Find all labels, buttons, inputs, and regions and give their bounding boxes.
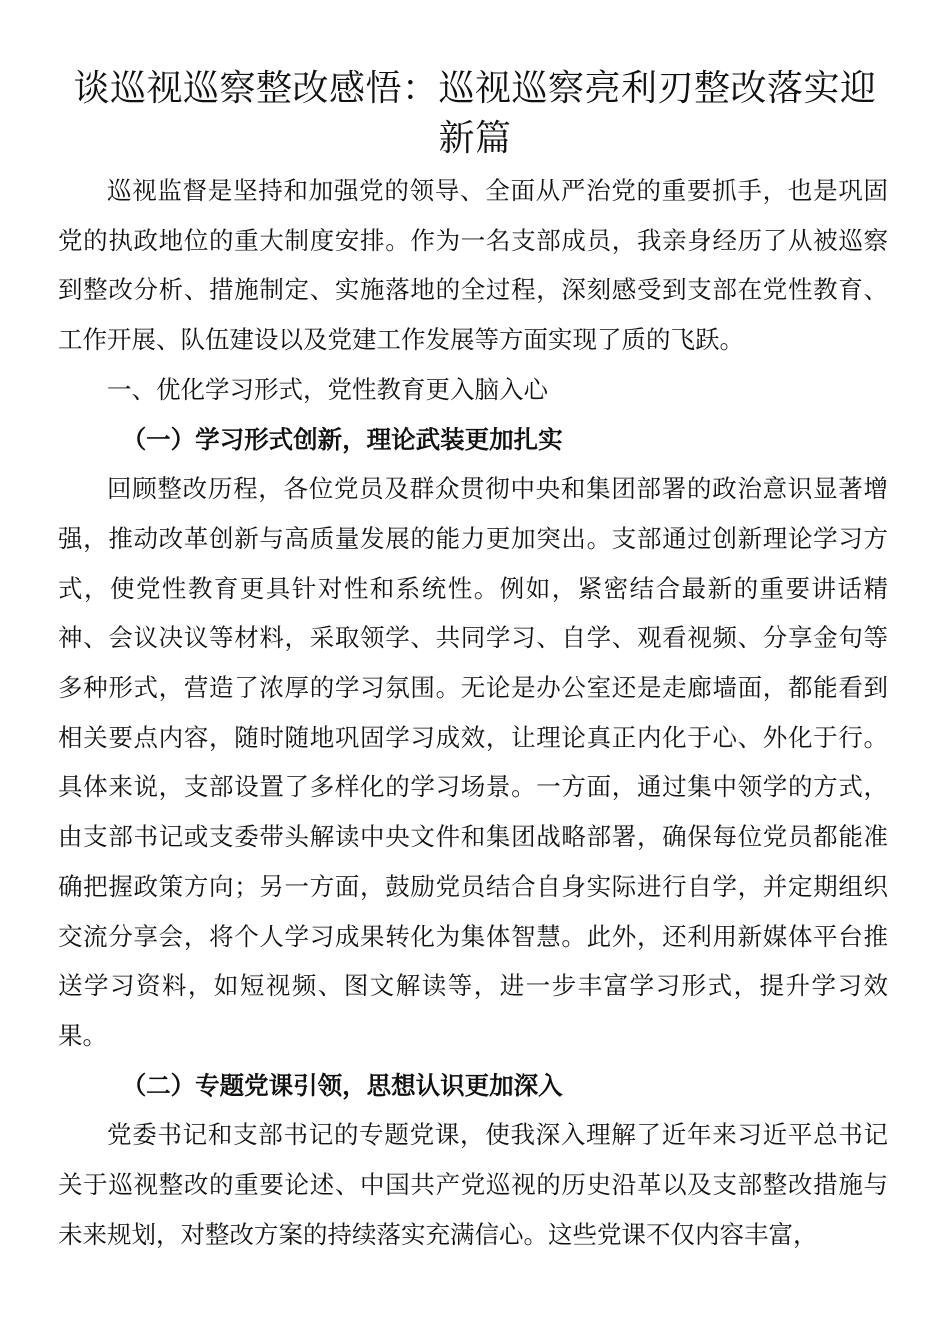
document-title: 谈巡视巡察整改感悟：巡视巡察亮利刃整改落实迎新篇 [73, 68, 877, 159]
section-heading-1: 一、优化学习形式，党性教育更入脑入心 [107, 374, 548, 404]
subsection-heading-1: （一）学习形式创新，理论武装更加扎实 [121, 424, 563, 454]
intro-paragraph: 巡视监督是坚持和加强党的领导、全面从严治党的重要抓手，也是巩固党的执政地位的重大制度安排。作为一名支部成员，我亲身经历了从被巡察到整改分析、措施制定、实施落地的全过程，深刻感受到支部在党性教育、工作开展、队伍建设以及党建工作发展等方面实现了质的飞跃。 [58, 176, 888, 355]
subsection-1-paragraph: 回顾整改历程，各位党员及群众贯彻中央和集团部署的政治意识显著增强，推动改革创新与高质量发展的能力更加突出。支部通过创新理论学习方式，使党性教育更具针对性和系统性。例如，紧密结合最新的重要讲话精神、会议决议等材料，采取领学、共同学习、自学、观看视频、分享金句等多种形式，营造了浓厚的学习氛围。无论是办公室还是走廊墙面，都能看到相关要点内容，随时随地巩固学习成效，让理论真正内化于心、外化于行。具体来说，支部设置了多样化的学习场景。一方面，通过集中领学的方式，由支部书记或支委带头解读中央文件和集团战略部署，确保每位党员都能准确把握政策方向；另一方面，鼓励党员结合自身实际进行自学，并定期组织交流分享会，将个人学习成果转化为集体智慧。此外，还利用新媒体平台推送学习资料，如短视频、图文解读等，进一步丰富学习形式，提升学习效果。 [58, 474, 888, 1050]
subsection-2-paragraph: 党委书记和支部书记的专题党课，使我深入理解了近年来习近平总书记关于巡视整改的重要论述、中国共产党巡视的历史沿革以及支部整改措施与未来规划，对整改方案的持续落实充满信心。这些党课不仅内容丰富， [58, 1120, 888, 1249]
subsection-heading-2: （二）专题党课引领，思想认识更加深入 [121, 1070, 563, 1100]
document-body [58, 166, 888, 1259]
